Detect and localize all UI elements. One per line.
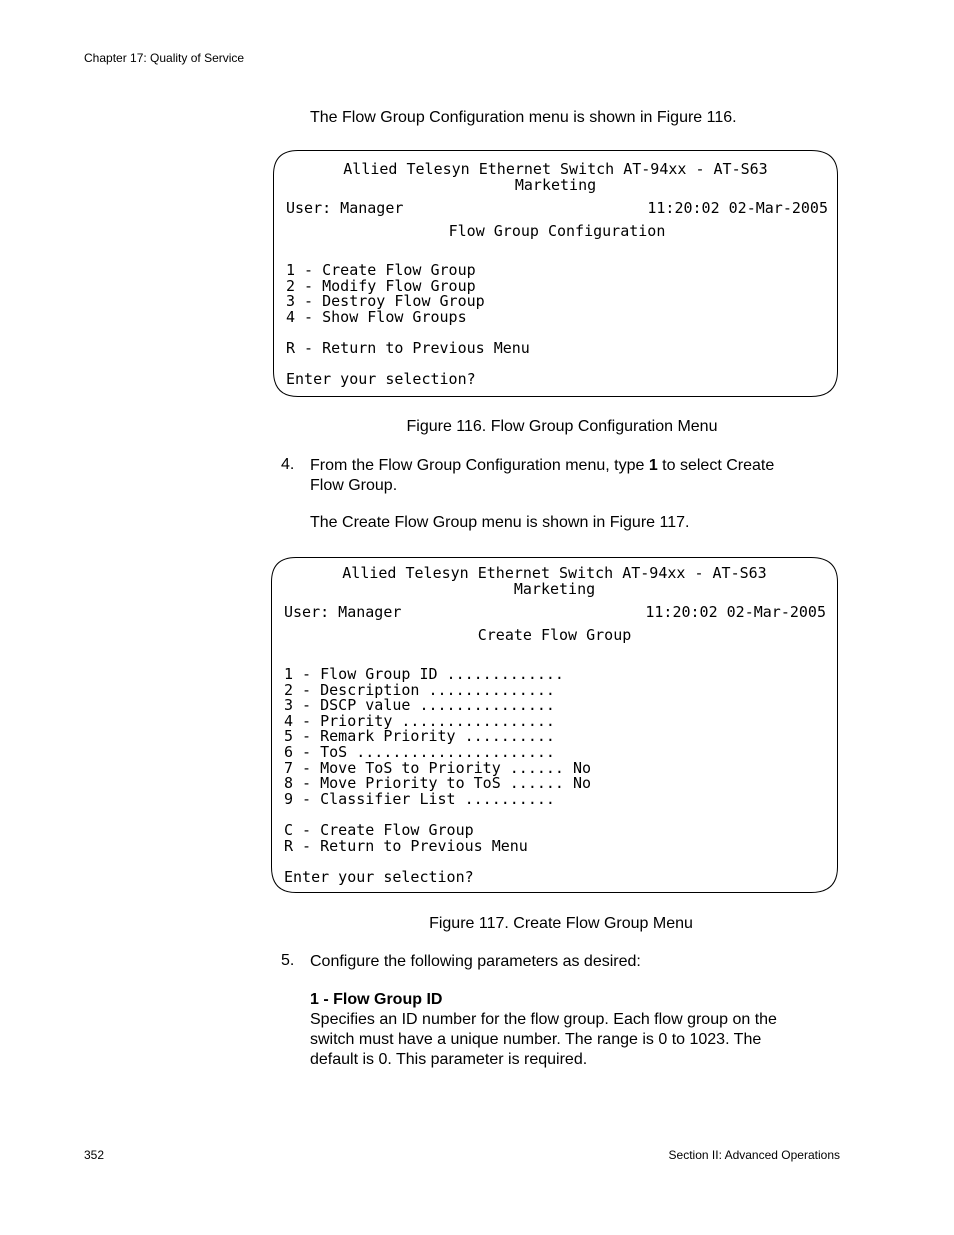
step-5-text: Configure the following parameters as desired:	[310, 953, 641, 970]
intro-paragraph-1: The Flow Group Configuration menu is shown in Figure 116.	[310, 109, 737, 126]
step-4-bold: 1	[648, 457, 658, 474]
fig117-prompt: Enter your selection?	[284, 868, 474, 886]
fig117-menu-item: 4 - Priority .................	[284, 712, 555, 730]
fig116-datetime: 11:20:02 02-Mar-2005	[647, 199, 828, 217]
step-4-text	[310, 456, 830, 496]
figure-117-screen	[271, 557, 838, 893]
fig117-user: User: Manager	[284, 603, 402, 621]
fig117-menu-item: 1 - Flow Group ID .............	[284, 665, 564, 683]
param-block	[310, 990, 840, 1070]
fig117-datetime: 11:20:02 02-Mar-2005	[645, 603, 826, 621]
param-heading: 1 - Flow Group ID	[310, 991, 443, 1008]
fig117-subtitle: Marketing	[513, 580, 596, 598]
figure-116-screen	[273, 150, 838, 397]
step-4-text-after: to select Create	[657, 457, 775, 474]
fig117-return: R - Return to Previous Menu	[284, 837, 528, 855]
fig116-user: User: Manager	[286, 199, 404, 217]
param-line: Specifies an ID number for the flow group. Each flow group on the	[310, 1011, 777, 1028]
step-4-line-2: Flow Group.	[310, 477, 398, 494]
param-line: default is 0. This parameter is required.	[310, 1051, 588, 1068]
page-number: 352	[84, 1148, 105, 1162]
fig117-title: Allied Telesyn Ethernet Switch AT-94xx - AT-S63	[342, 564, 767, 582]
step-5-number: 5.	[281, 952, 295, 969]
intro-paragraph-2: The Create Flow Group menu is shown in Figure 117.	[310, 514, 690, 531]
step-4-text-before: From the Flow Group Configuration menu, type	[310, 457, 649, 474]
fig116-menu-item: 4 - Show Flow Groups	[286, 308, 467, 326]
figure-117-caption: Figure 117. Create Flow Group Menu	[429, 915, 693, 932]
fig117-menu-item: 8 - Move Priority to ToS ...... No	[284, 774, 592, 792]
fig117-menu-item: 9 - Classifier List ..........	[284, 790, 555, 808]
fig116-menu-item: 3 - Destroy Flow Group	[286, 292, 485, 310]
fig116-subtitle: Marketing	[514, 176, 597, 194]
section-footer: Section II: Advanced Operations	[668, 1148, 840, 1162]
fig117-create: C - Create Flow Group	[284, 821, 474, 839]
fig116-title: Allied Telesyn Ethernet Switch AT-94xx - AT-S63	[343, 160, 768, 178]
fig117-menu-item: 6 - ToS ......................	[284, 743, 555, 761]
fig117-menu-title: Create Flow Group	[477, 626, 632, 644]
figure-116-caption: Figure 116. Flow Group Configuration Menu	[406, 418, 718, 435]
step-4-number: 4.	[281, 456, 295, 473]
chapter-header: Chapter 17: Quality of Service	[84, 51, 245, 65]
fig117-menu-item: 5 - Remark Priority ..........	[284, 727, 555, 745]
fig116-menu-item: 1 - Create Flow Group	[286, 261, 476, 279]
fig116-menu-title: Flow Group Configuration	[448, 222, 666, 240]
fig116-return: R - Return to Previous Menu	[286, 339, 530, 357]
fig117-menu-item: 7 - Move ToS to Priority ...... No	[284, 759, 592, 777]
fig116-prompt: Enter your selection?	[286, 370, 476, 388]
fig116-menu-item: 2 - Modify Flow Group	[286, 277, 476, 295]
param-line: switch must have a unique number. The range is 0 to 1023. The	[310, 1031, 762, 1048]
fig117-menu-item: 3 - DSCP value ...............	[284, 696, 555, 714]
fig117-menu-item: 2 - Description ..............	[284, 681, 555, 699]
